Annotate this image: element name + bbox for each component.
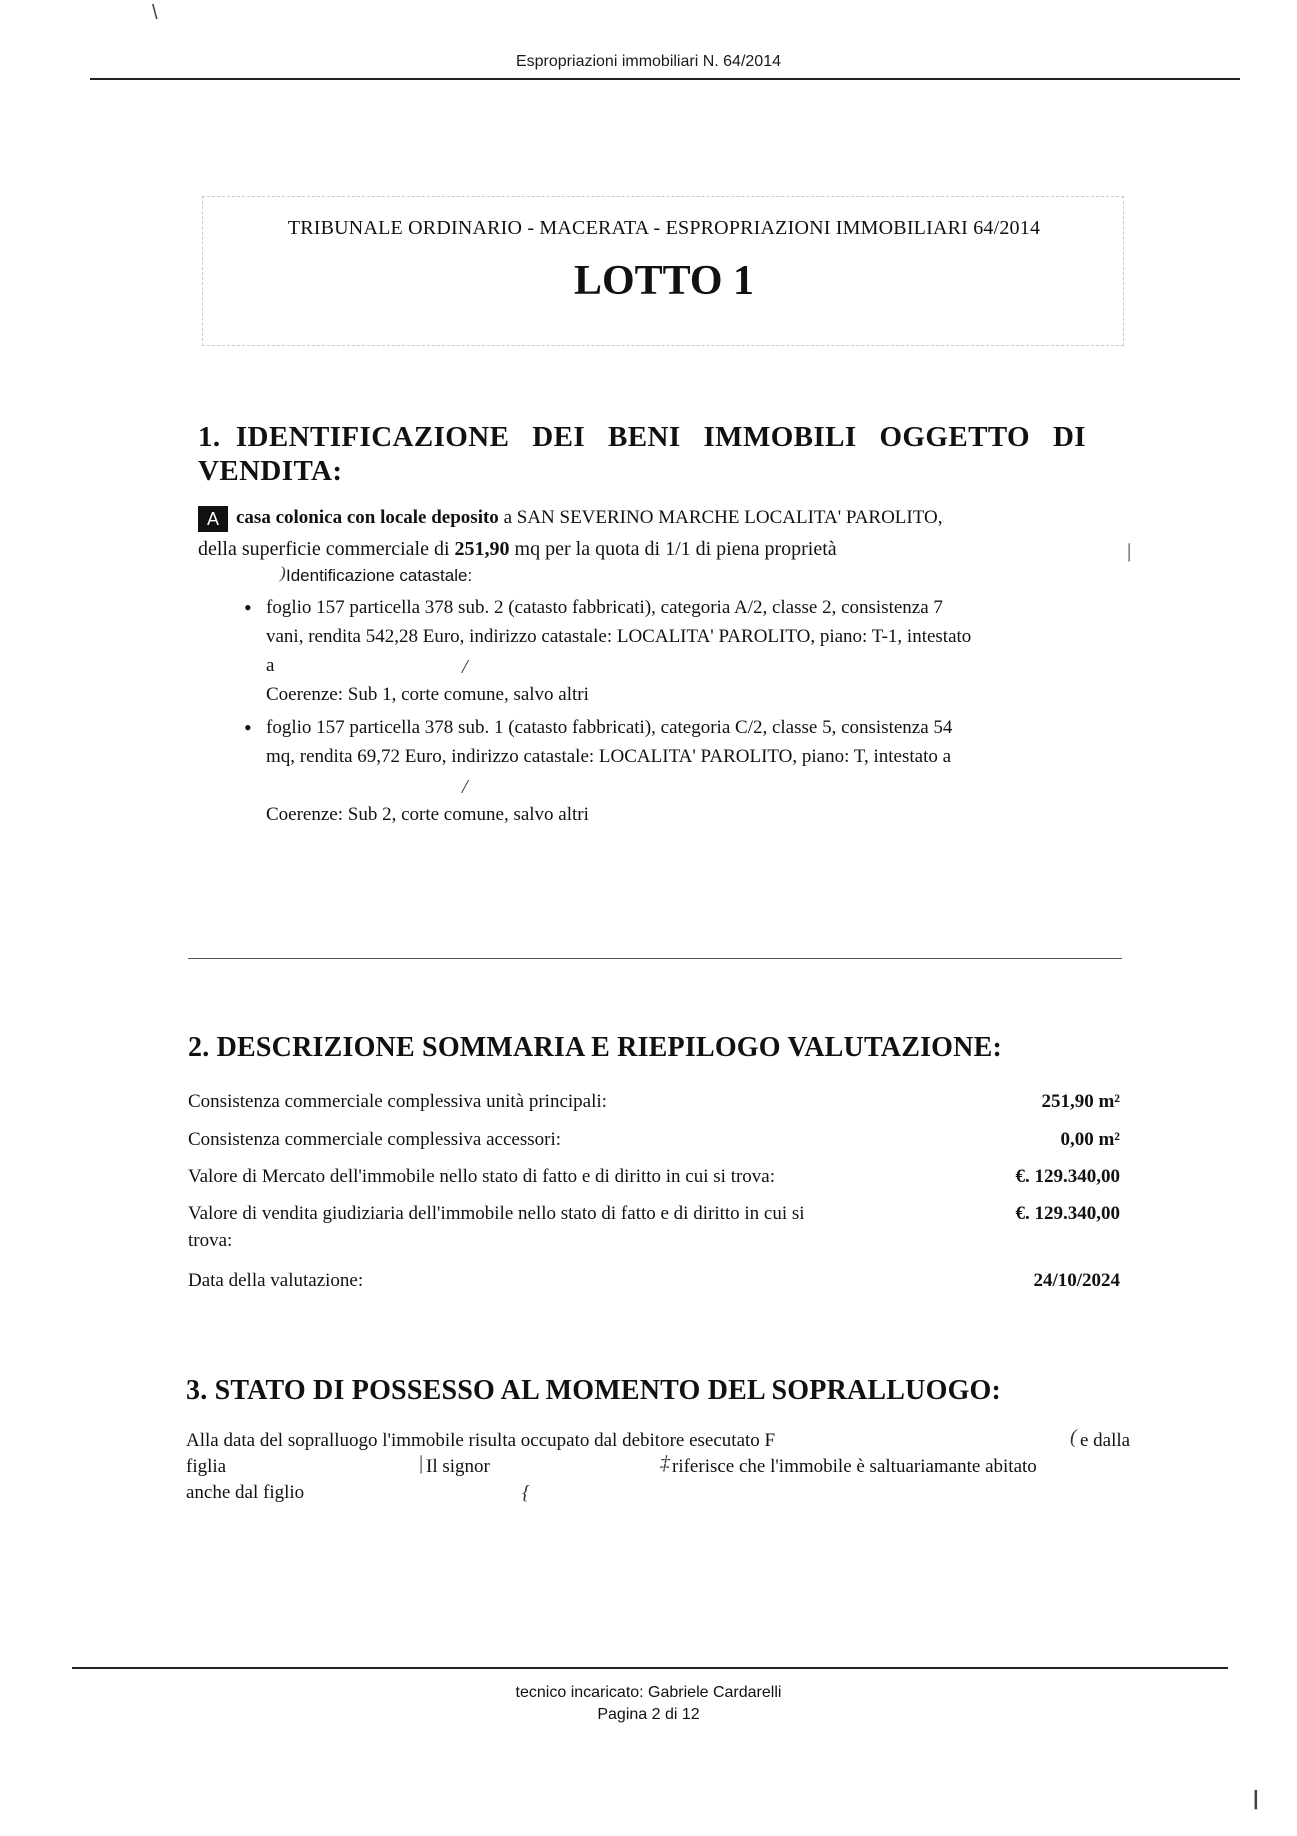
- catastale-item-2-coerenze: Coerenze: Sub 2, corte comune, salvo altri: [266, 804, 589, 825]
- header-rule: [90, 78, 1240, 80]
- footer-technician: tecnico incaricato: Gabriele Cardarelli: [515, 1684, 782, 1701]
- section-3-heading: 3. STATO DI POSSESSO AL MOMENTO DEL SOPRALLUOGO:: [186, 1375, 1002, 1406]
- summary-value-valore-mercato: €. 129.340,00: [1015, 1166, 1120, 1187]
- surface-value: 251,90: [454, 538, 510, 560]
- redaction-mark: /: [462, 776, 468, 798]
- summary-value-data: 24/10/2024: [1033, 1270, 1120, 1291]
- redaction-mark: /: [462, 656, 468, 678]
- possesso-line2-end: riferisce che l'immobile è saltuariamante abitato: [672, 1456, 1037, 1477]
- footer-rule: [72, 1667, 1228, 1669]
- quota-text: mq per la quota di 1/1 di piena proprietà: [509, 538, 837, 560]
- lotto-title: LOTTO 1: [573, 258, 755, 304]
- redaction-mark: (: [1070, 1426, 1077, 1448]
- catastale-item-2: [244, 713, 1126, 771]
- property-intro-line2: [198, 536, 1126, 562]
- catastale-item-2-line1: foglio 157 particella 378 sub. 1 (catasto fabbricati), categoria C/2, classe 5, consistenza 54: [266, 717, 953, 738]
- section-1-heading: [198, 420, 1126, 488]
- court-title: TRIBUNALE ORDINARIO - MACERATA - ESPROPRIAZIONI IMMOBILIARI 64/2014: [287, 217, 1041, 239]
- property-location: a SAN SEVERINO MARCHE LOCALITA' PAROLITO,: [498, 507, 943, 528]
- property-type: casa colonica con locale deposito: [236, 507, 499, 528]
- summary-label-valore-vendita: Valore di vendita giudiziaria dell'immobile nello stato di fatto e di diritto in cui si: [188, 1203, 805, 1224]
- running-header: Espropriazioni immobiliari N. 64/2014: [515, 53, 781, 70]
- redaction-mark: |: [418, 1452, 424, 1474]
- catastale-item-1-line2: vani, rendita 542,28 Euro, indirizzo catastale: LOCALITA' PAROLITO, piano: T-1, intestato: [266, 626, 972, 647]
- property-intro-line1: [198, 505, 1126, 532]
- catastale-item-1-line1: foglio 157 particella 378 sub. 2 (catasto fabbricati), categoria A/2, classe 2, consistenza 7: [266, 597, 943, 618]
- summary-value-valore-vendita: €. 129.340,00: [1015, 1203, 1120, 1224]
- footer-page-number: Pagina 2 di 12: [597, 1706, 700, 1723]
- possesso-line1: [186, 1428, 1126, 1453]
- summary-label-accessori: Consistenza commerciale complessiva accessori:: [188, 1129, 562, 1150]
- summary-label-principali: Consistenza commerciale complessiva unità principali:: [188, 1091, 607, 1112]
- scan-artifact-mark: |: [1253, 1788, 1259, 1810]
- catastale-label: Identificazione catastale:: [286, 566, 473, 585]
- possesso-line1-end: e dalla: [1080, 1430, 1131, 1451]
- bullet-icon: •: [244, 715, 252, 740]
- catastale-item-1: [244, 593, 1126, 709]
- section-1-heading-line1: 1. IDENTIFICAZIONE DEI BENI IMMOBILI OGGETTO DI: [198, 421, 1086, 453]
- redaction-mark: {: [522, 1482, 530, 1504]
- section-1-heading-line2: VENDITA:: [198, 455, 343, 487]
- scan-artifact-mark: \: [152, 2, 158, 24]
- redaction-mark: ‡: [660, 1452, 670, 1474]
- possesso-line2-signor: Il signor: [426, 1456, 490, 1477]
- lot-badge: A: [198, 506, 228, 532]
- surface-label: della superficie commerciale di: [198, 538, 455, 560]
- summary-label-valore-vendita-cont: trova:: [188, 1230, 233, 1251]
- summary-label-valore-mercato: Valore di Mercato dell'immobile nello stato di fatto e di diritto in cui si trova:: [188, 1166, 776, 1187]
- bullet-icon: •: [244, 595, 252, 620]
- section-2-heading: 2. DESCRIZIONE SOMMARIA E RIEPILOGO VALUTAZIONE:: [188, 1032, 1002, 1063]
- redaction-mark: |: [1126, 540, 1132, 562]
- title-box: [202, 196, 1124, 346]
- redaction-mark: ): [280, 563, 286, 582]
- possesso-line3: anche dal figlio: [186, 1482, 305, 1503]
- possesso-line2-start: figlia: [186, 1456, 227, 1477]
- catastale-item-1-line3: a: [266, 655, 275, 676]
- catastale-item-1-coerenze: Coerenze: Sub 1, corte comune, salvo altri: [266, 684, 589, 705]
- possesso-line1-text: Alla data del sopralluogo l'immobile risulta occupato dal debitore esecutato F: [186, 1430, 776, 1451]
- summary-value-principali: 251,90 m²: [1041, 1091, 1120, 1112]
- catastale-item-2-line2: mq, rendita 69,72 Euro, indirizzo catastale: LOCALITA' PAROLITO, piano: T, intestato a: [266, 746, 952, 767]
- summary-label-data: Data della valutazione:: [188, 1270, 364, 1291]
- section-divider: [188, 958, 1122, 959]
- summary-value-accessori: 0,00 m²: [1060, 1129, 1120, 1150]
